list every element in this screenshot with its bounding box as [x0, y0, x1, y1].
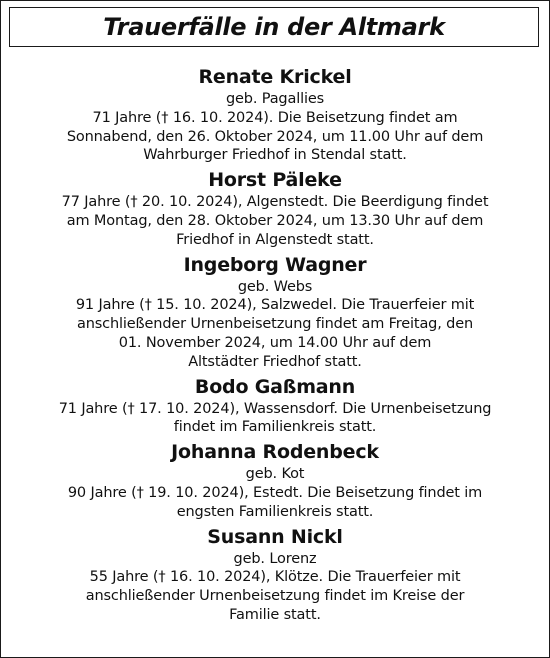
entry-text-line: 77 Jahre († 20. 10. 2024), Algenstedt. Die Beerdigung findet [61, 194, 489, 211]
obituary-entry [0, 439, 550, 521]
entry-text-line: Wahrburger Friedhof in Stendal statt. [143, 147, 407, 164]
entry-text-line: Familie statt. [229, 606, 321, 623]
entry-text-line: anschließender Urnenbeisetzung findet im Kreise der [85, 588, 465, 605]
entry-text-line: 71 Jahre († 16. 10. 2024). Die Beisetzung findet am [92, 109, 458, 126]
obituary-entry [0, 374, 550, 438]
deceased-name: Renate Krickel [198, 66, 352, 88]
obituary-entry [0, 64, 550, 165]
entry-text-line: geb. Kot [245, 466, 305, 483]
obituary-entry [0, 167, 550, 249]
deceased-name: Bodo Gaßmann [194, 375, 356, 398]
entry-text-line: Altstädter Friedhof statt. [188, 353, 362, 370]
entry-text-line: Sonnabend, den 26. Oktober 2024, um 11.00 Uhr auf dem [66, 128, 484, 145]
entry-text-line: geb. Lorenz [233, 550, 317, 567]
entry-text-line: findet im Familienkreis statt. [173, 419, 377, 436]
deceased-name: Ingeborg Wagner [183, 253, 367, 276]
obituary-entry [0, 524, 550, 625]
header-box [9, 7, 539, 47]
entry-text-line: 01. November 2024, um 14.00 Uhr auf dem [118, 334, 432, 351]
entry-text-line: Friedhof in Algenstedt statt. [176, 231, 374, 248]
obituary-entry [0, 252, 550, 372]
entry-text-line: engsten Familienkreis statt. [176, 503, 374, 520]
entry-text-line: geb. Pagallies [225, 91, 325, 107]
entry-text-line: 71 Jahre († 17. 10. 2024), Wassensdorf. Die Urnenbeisetzung [58, 400, 492, 417]
deceased-name: Susann Nickl [207, 525, 343, 548]
entry-text-line: 55 Jahre († 16. 10. 2024), Klötze. Die Trauerfeier mit [89, 569, 461, 586]
entry-text-line: 90 Jahre († 19. 10. 2024), Estedt. Die Beisetzung findet im [67, 484, 483, 501]
deceased-name: Johanna Rodenbeck [171, 441, 379, 464]
obituary-list [0, 64, 550, 625]
entry-text-line: 91 Jahre († 15. 10. 2024), Salzwedel. Die Trauerfeier mit [75, 297, 475, 314]
deceased-name: Horst Päleke [208, 169, 342, 192]
entry-text-line: anschließender Urnenbeisetzung findet am Freitag, den [76, 316, 474, 333]
entry-text-line: geb. Webs [237, 278, 313, 295]
entry-text-line: am Montag, den 28. Oktober 2024, um 13.30 Uhr auf dem [66, 212, 484, 229]
page-title: Trauerfälle in der Altmark [103, 13, 445, 41]
